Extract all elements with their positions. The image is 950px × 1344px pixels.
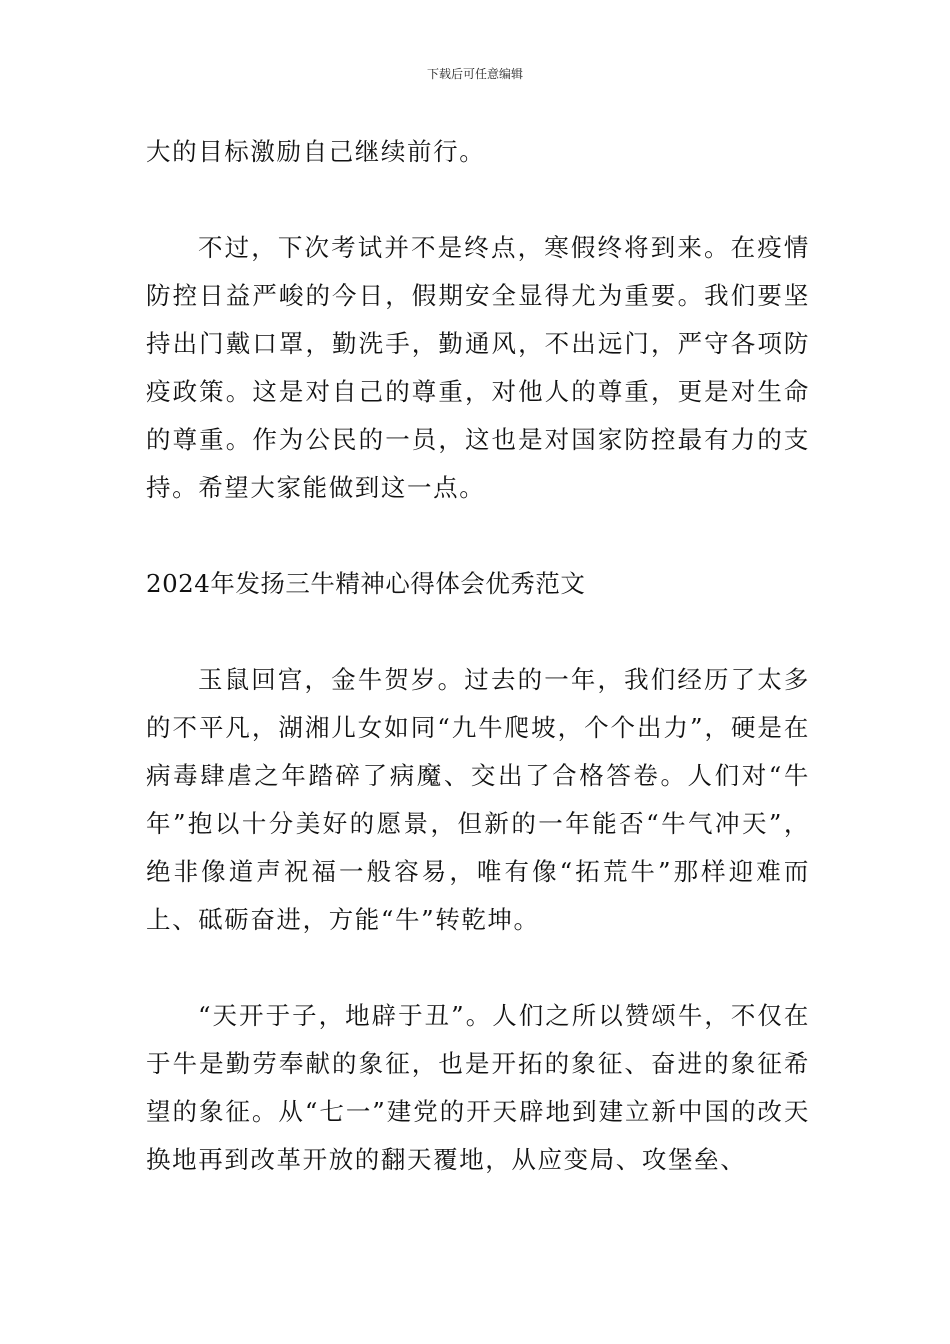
paragraph-gap — [146, 944, 810, 992]
page-header: 下载后可任意编辑 — [426, 67, 523, 81]
paragraph-winter-break: 不过，下次考试并不是终点，寒假终将到来。在疫情防控日益严峻的今日，假期安全显得尤为重要。我们要坚持出门戴口罩，勤洗手，勤通风，不出远门，严守各项防疫政策。这是对自己的尊重，对他人的尊重，更是对生命的尊重。作为公民的一员，这也是对国家防控最有力的支持。希望大家能做到这一点。 — [146, 233, 810, 502]
paragraph-ox-year: 玉鼠回宫，金牛贺岁。过去的一年，我们经历了太多的不平凡，湖湘儿女如同“九牛爬坡，个个出力”，硬是在病毒肆虐之年踏碎了病魔、交出了合格答卷。人们对“牛年”抱以十分美好的愿景，但新的一年能否“牛气冲天”，绝非像道声祝福一般容易，唯有像“拓荒牛”那样迎难而上、砥砺奋进，方能“牛”转乾坤。 — [146, 665, 810, 934]
document-body — [146, 128, 810, 1184]
paragraph-gap — [146, 512, 810, 560]
paragraph-ox-symbol: “天开于子，地辟于丑”。人们之所以赞颂牛，不仅在于牛是勤劳奉献的象征，也是开拓的象征、奋进的象征希望的象征。从“七一”建党的开天辟地到建立新中国的改天换地再到改革开放的翻天覆地，从应变局、攻堡垒、 — [146, 1001, 810, 1174]
paragraph-gap — [146, 176, 810, 224]
section-title: 2024年发扬三牛精神心得体会优秀范文 — [146, 569, 586, 598]
paragraph-continuation: 大的目标激励自己继续前行。 — [146, 137, 486, 166]
paragraph-gap — [146, 608, 810, 656]
